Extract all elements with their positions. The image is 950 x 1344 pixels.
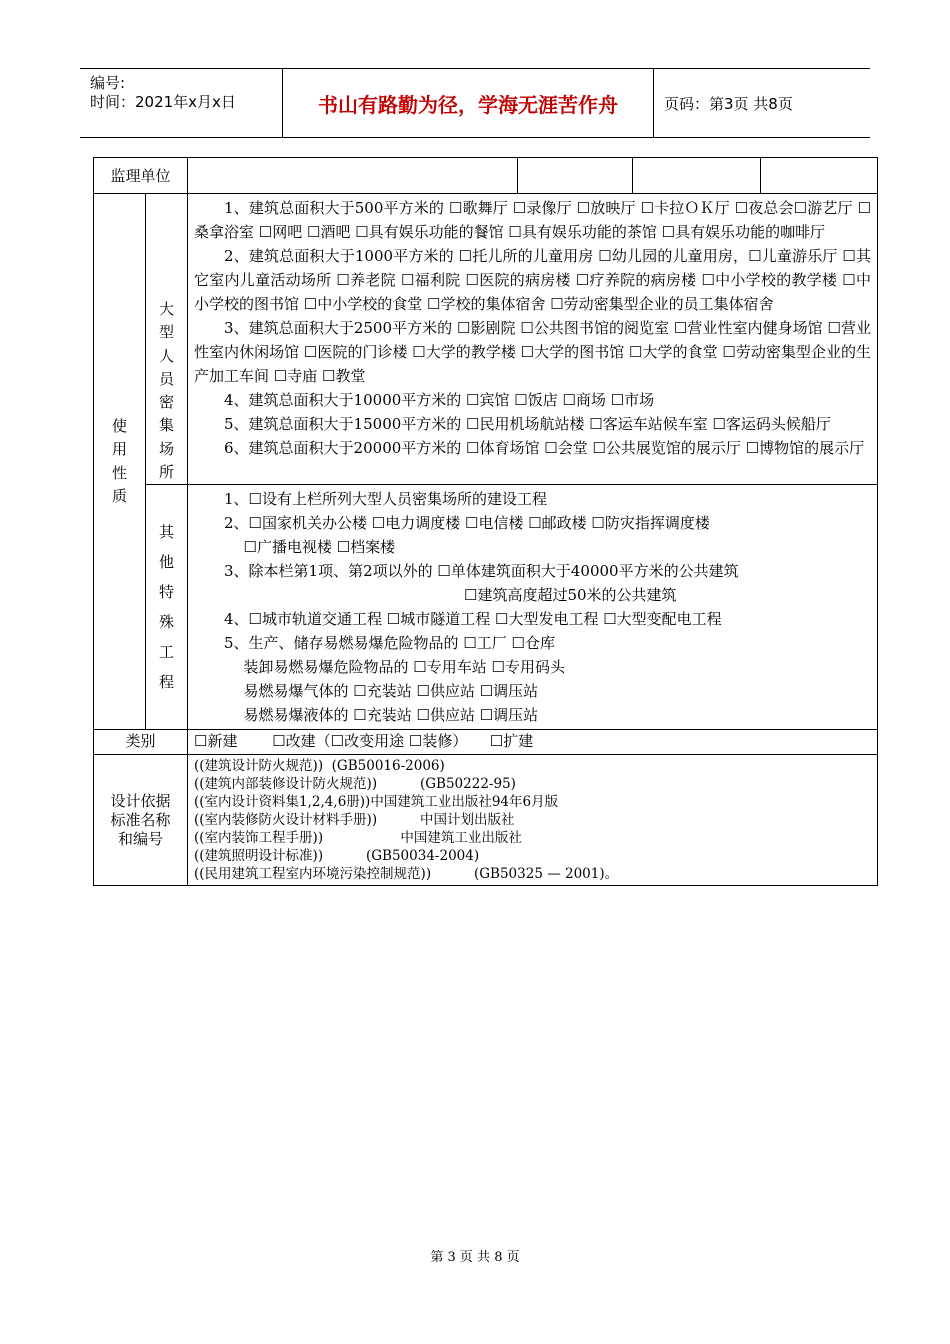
- supervision-value-cell-3[interactable]: [633, 158, 761, 194]
- special-line-2[interactable]: 2、☐国家机关办公楼 ☐电力调度楼 ☐电信楼 ☐邮政楼 ☐防灾指挥调度楼: [224, 514, 710, 532]
- header-meta: [80, 69, 280, 137]
- page-number-label: 页码：第3页 共8页: [664, 94, 793, 113]
- crowded-places-label: 大型人员密集场所: [146, 194, 188, 485]
- supervision-value-cell-4[interactable]: [761, 158, 878, 194]
- standard-item: ((民用建筑工程室内环境污染控制规范)) (GB50325 — 2001)。: [194, 866, 619, 882]
- supervision-value-cell-1[interactable]: [188, 158, 518, 194]
- crowded-item-6[interactable]: 6、建筑总面积大于20000平方米的 ☐体育场馆 ☐会堂 ☐公共展览馆的展示厅 ☐博物馆的展示厅: [224, 439, 865, 457]
- standard-item: ((建筑内部装修设计防火规范)) (GB50222-95): [194, 776, 516, 792]
- design-basis-row: [94, 755, 878, 886]
- crowded-places-row: [94, 194, 878, 485]
- crowded-item-2[interactable]: 2、建筑总面积大于1000平方米的 ☐托儿所的儿童用房 ☐幼儿园的儿童用房，☐儿童游乐厅 ☐其它室内儿童活动场所 ☐养老院 ☐福利院 ☐医院的病房楼 ☐疗养院的病房楼 ☐中小学校的教学楼 ☐中小学校的图书馆 ☐中小学校的食堂 ☐学校的集体宿舍 ☐劳动密集型企业的员工集体宿舍: [194, 247, 872, 313]
- design-basis-list: [188, 755, 878, 886]
- number-label: 编号:: [90, 74, 126, 92]
- special-line-3b[interactable]: ☐建筑高度超过50米的公共建筑: [464, 586, 677, 604]
- standard-item: ((建筑照明设计标准)) (GB50034-2004): [194, 848, 480, 864]
- category-options[interactable]: ☐新建 ☐改建（☐改变用途 ☐装修） ☐扩建: [188, 730, 878, 755]
- standard-item: ((室内装修防火设计材料手册)) 中国计划出版社: [194, 812, 515, 828]
- special-line-5a[interactable]: 装卸易燃易爆危险物品的 ☐专用车站 ☐专用码头: [243, 658, 565, 676]
- crowded-item-3[interactable]: 3、建筑总面积大于2500平方米的 ☐影剧院 ☐公共图书馆的阅览室 ☐营业性室内健身场馆 ☐营业性室内休闲场馆 ☐医院的门诊楼 ☐大学的教学楼 ☐大学的图书馆 ☐大学的食堂 ☐劳动密集型企业的生产加工车间 ☐寺庙 ☐教堂: [194, 319, 872, 385]
- special-projects-row: [94, 485, 878, 730]
- special-line-5[interactable]: 5、生产、储存易燃易爆危险物品的 ☐工厂 ☐仓库: [224, 634, 555, 652]
- fire-review-form-table: [93, 157, 878, 886]
- supervision-row: [94, 158, 878, 194]
- crowded-item-4[interactable]: 4、建筑总面积大于10000平方米的 ☐宾馆 ☐饭店 ☐商场 ☐市场: [224, 391, 655, 409]
- crowded-places-options[interactable]: [188, 194, 878, 485]
- motto-text: 书山有路勤为径，学海无涯苦作舟: [282, 69, 654, 137]
- special-line-3[interactable]: 3、除本栏第1项、第2项以外的 ☐单体建筑面积大于40000平方米的公共建筑: [224, 562, 739, 580]
- special-line-5c[interactable]: 易燃易爆液体的 ☐充装站 ☐供应站 ☐调压站: [243, 706, 539, 724]
- supervision-value-cell-2[interactable]: [518, 158, 633, 194]
- special-projects-label: 其他特殊工程: [146, 485, 188, 730]
- special-line-5b[interactable]: 易燃易爆气体的 ☐充装站 ☐供应站 ☐调压站: [243, 682, 539, 700]
- supervision-label: 监理单位: [94, 158, 188, 194]
- crowded-item-1[interactable]: 1、建筑总面积大于500平方米的 ☐歌舞厅 ☐录像厅 ☐放映厅 ☐卡拉ＯＫ厅 ☐夜总会☐游艺厅 ☐桑拿浴室 ☐网吧 ☐酒吧 ☐具有娱乐功能的餐馆 ☐具有娱乐功能的茶馆 ☐具有娱乐功能的咖啡厅: [194, 199, 872, 241]
- standard-item: ((建筑设计防火规范)) (GB50016-2006): [194, 758, 445, 774]
- usage-label: 使用性质: [94, 194, 146, 730]
- page-footer: 第 3 页 共 8 页: [430, 1250, 520, 1265]
- page-header: [80, 68, 870, 138]
- special-projects-options[interactable]: [188, 485, 878, 730]
- special-line-4[interactable]: 4、☐城市轨道交通工程 ☐城市隧道工程 ☐大型发电工程 ☐大型变配电工程: [224, 610, 722, 628]
- special-line-1[interactable]: 1、☐设有上栏所列大型人员密集场所的建设工程: [224, 490, 548, 508]
- category-row: [94, 730, 878, 755]
- time-label: 时间：2021年x月x日: [90, 93, 236, 111]
- standard-item: ((室内装饰工程手册)) 中国建筑工业出版社: [194, 830, 522, 846]
- design-basis-label: 设计依据标准名称和编号: [94, 755, 188, 886]
- category-label: 类别: [94, 730, 188, 755]
- crowded-item-5[interactable]: 5、建筑总面积大于15000平方米的 ☐民用机场航站楼 ☐客运车站候车室 ☐客运码头候船厅: [224, 415, 831, 433]
- special-line-2b[interactable]: ☐广播电视楼 ☐档案楼: [243, 538, 396, 556]
- standard-item: ((室内设计资料集1,2,4,6册))中国建筑工业出版社94年6月版: [194, 794, 559, 810]
